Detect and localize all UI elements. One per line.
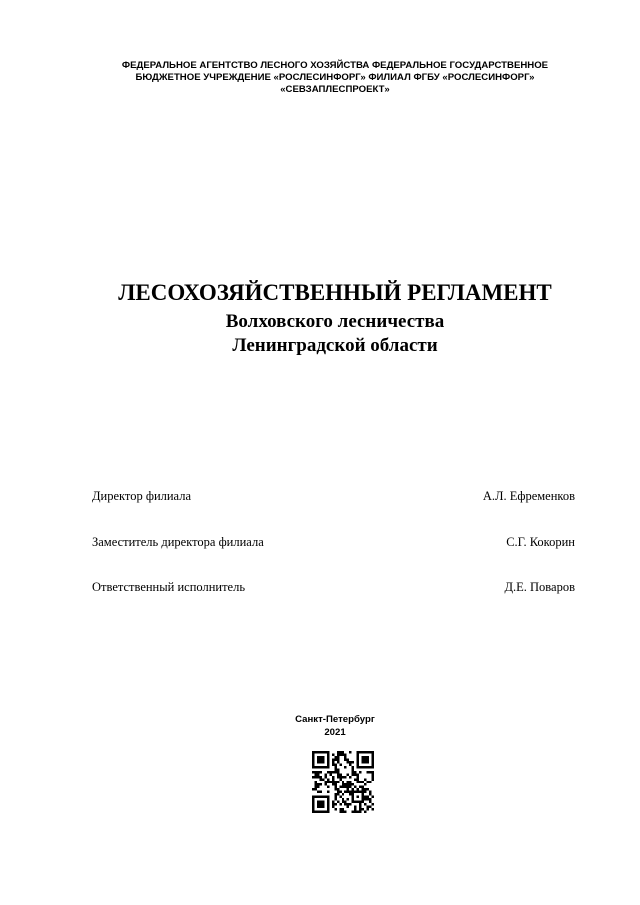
signature-name: А.Л. Ефременков xyxy=(482,489,575,503)
signature-role: Заместитель директора филиала xyxy=(92,535,264,549)
document-subtitle-forestry: Волховского лесничества xyxy=(225,311,445,332)
signature-name: С.Г. Кокорин xyxy=(506,535,575,549)
signature-role: Директор филиала xyxy=(92,489,192,503)
footer-city: Санкт-Петербург xyxy=(295,714,375,725)
signature-row-director xyxy=(92,487,575,505)
org-line: БЮДЖЕТНОЕ УЧРЕЖДЕНИЕ «РОСЛЕСИНФОРГ» ФИЛИАЛ ФГБУ «РОСЛЕСИНФОРГ» xyxy=(135,72,535,83)
qr-code-icon xyxy=(312,751,374,813)
footer-year: 2021 xyxy=(324,727,346,738)
signature-row-executor xyxy=(92,578,575,596)
organization-header xyxy=(60,60,610,96)
document-subtitle-region: Ленинградской области xyxy=(232,335,438,356)
signature-name: Д.Е. Поваров xyxy=(504,580,575,594)
document-title: ЛЕСОХОЗЯЙСТВЕННЫЙ РЕГЛАМЕНТ xyxy=(118,280,552,305)
org-line: «СЕВЗАПЛЕСПРОЕКТ» xyxy=(280,84,390,95)
org-line: ФЕДЕРАЛЬНОЕ АГЕНТСТВО ЛЕСНОГО ХОЗЯЙСТВА ФЕДЕРАЛЬНОЕ ГОСУДАРСТВЕННОЕ xyxy=(121,60,549,71)
signature-row-deputy xyxy=(92,533,575,551)
signature-role: Ответственный исполнитель xyxy=(92,580,246,594)
